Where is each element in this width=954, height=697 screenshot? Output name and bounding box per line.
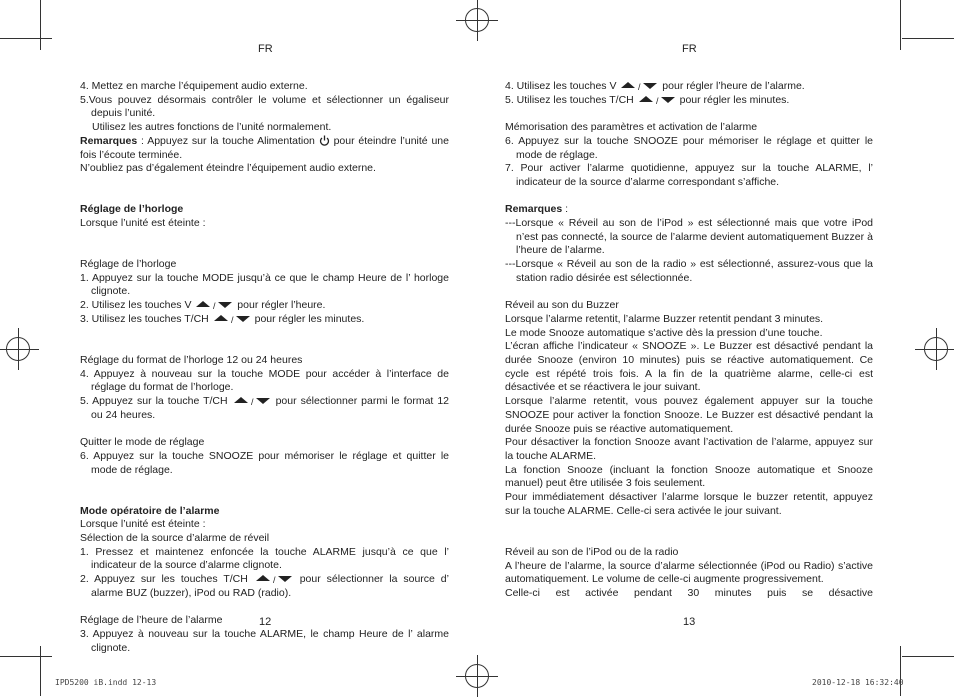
crop-mark <box>40 0 41 50</box>
up-down-arrow-icon <box>194 299 234 310</box>
text-line: 1. Appuyez sur la touche MODE jusqu’à ce que le champ Heure de l’ horloge clignote. <box>80 271 449 298</box>
remark-heading: Remarques : <box>505 203 569 216</box>
text-line: N’oubliez pas d’également éteindre l’équipement audio externe. <box>80 162 376 175</box>
text-line: 2. Appuyez sur les touches T/CH / pour sélectionner la source d’ alarme BUZ (buzzer), iPod ou RAD (radio). <box>80 573 449 599</box>
remark-paragraph: Remarques : Appuyez sur la touche Alimentation pour éteindre l’unité une fois l’écoute terminée. <box>80 134 449 161</box>
text-line: 5. Appuyez sur la touche T/CH / pour sélectionner parmi le format 12 ou 24 heures. <box>80 395 450 421</box>
text-line: Quitter le mode de réglage <box>80 436 205 449</box>
svg-text:/: / <box>638 82 641 91</box>
text-line: 7. Pour activer l’alarme quotidienne, appuyez sur la touche ALARME, l’ indicateur de la source d’alarme correspondant s’affiche. <box>505 162 873 188</box>
remarks-label: Remarques <box>80 134 138 147</box>
page-language-left: FR <box>258 43 273 55</box>
text-line: 5. Utilisez les touches T/CH / pour régler les minutes. <box>505 93 790 106</box>
text-line: 1. Pressez et maintenez enfoncée la touche ALARME jusqu’à ce que l’ indicateur de la source d’alarme clignote. <box>80 545 449 572</box>
up-down-arrow-icon <box>212 313 252 324</box>
power-icon <box>319 135 330 146</box>
text-line: L’écran affiche l’indicateur « SNOOZE ». Le Buzzer est désactivé pendant la durée Snooze (environ 10 minutes) puis se réactive automatiquement. Ce cycle est répété trois fois. A la fin de la quatrième alarme, celle-ci est désactivée et se réactivera le jour suivant. <box>505 340 873 394</box>
text-line: Lorsque l’unité est éteinte : <box>80 518 206 531</box>
up-down-arrow-icon <box>637 94 677 105</box>
up-down-arrow-icon <box>232 395 272 406</box>
page-number-right: 13 <box>683 616 696 628</box>
print-timestamp: 2010-12-18 16:32:40 <box>812 678 904 687</box>
svg-text:/: / <box>250 397 254 407</box>
text-line: Lorsque l’alarme retentit, vous pouvez également appuyer sur la touche SNOOZE pour activer la fonction Snooze. Le Buzzer est désactivé pendant la durée Snooze puis se réactive automatiquement. <box>505 395 873 435</box>
text-line: 6. Appuyez sur la touche SNOOZE pour mémoriser le réglage et quitter le mode de réglage. <box>80 449 449 476</box>
text-line: Le mode Snooze automatique s’active dès la pression d’une touche. <box>505 326 823 339</box>
registration-mark <box>6 337 30 361</box>
text-line: La fonction Snooze (incluant la fonction Snooze automatique et Snooze manuel) peut être utilisée 3 fois seulement. <box>505 463 873 490</box>
text-line: Réveil au son du Buzzer <box>505 299 619 312</box>
page-language-right: FR <box>682 43 697 55</box>
text-line: 4. Utilisez les touches V / pour régler l’heure de l’alarme. <box>505 80 805 92</box>
up-down-arrow-icon <box>254 573 294 584</box>
text-line: Lorsque l’alarme retentit, l’alarme Buzzer retentit pendant 3 minutes. <box>505 312 824 325</box>
right-column <box>505 80 873 601</box>
text-line: Celle-ci est activée pendant 30 minutes puis se désactive <box>505 586 873 599</box>
text-line: Mémorisation des paramètres et activation de l’alarme <box>505 121 758 134</box>
svg-text:/: / <box>230 314 234 324</box>
section-heading: Réglage de l’horloge <box>80 203 184 216</box>
text-line: 3. Utilisez les touches T/CH / pour régler les minutes. <box>80 312 365 325</box>
registration-mark <box>465 664 489 688</box>
text-line: ---Lorsque « Réveil au son de la radio » est sélectionné, assurez-vous que la station radio désirée est sélectionnée. <box>505 258 873 284</box>
crop-mark <box>0 38 52 39</box>
text-line: Réglage de l’horloge <box>80 258 177 271</box>
text-line: Pour immédiatement désactiver l’alarme lorsque le buzzer retentit, appuyez sur la touche ALARME. Celle-ci sera activée le jour suivant. <box>505 491 873 517</box>
section-heading: Mode opératoire de l’alarme <box>80 504 220 517</box>
crop-mark <box>40 646 41 696</box>
crop-mark <box>902 656 954 657</box>
text-line: Sélection de la source d’alarme de réveil <box>80 532 270 545</box>
text-line: Réglage du format de l’horloge 12 ou 24 heures <box>80 353 303 366</box>
text-line: ---Lorsque « Réveil au son de l’iPod » est sélectionné mais que votre iPod n’est pas connecté, la source de l’alarme devient automatiquement Buzzer à l’heure de l’alarme. <box>505 217 873 257</box>
crop-mark <box>900 646 901 696</box>
svg-text:/: / <box>213 301 216 311</box>
print-file-label: IPD5200 iB.indd 12-13 <box>55 678 157 687</box>
text-line: 4. Mettez en marche l’équipement audio externe. <box>80 80 308 92</box>
crop-mark <box>902 38 954 39</box>
registration-mark <box>465 8 489 32</box>
text-line: Lorsque l’unité est éteinte : <box>80 217 206 229</box>
text-line: 5.Vous pouvez désormais contrôler le volume et sélectionner un égaliseur depuis l’unité. <box>80 93 449 120</box>
text-line: Réveil au son de l’iPod ou de la radio <box>505 545 679 558</box>
crop-mark <box>900 0 901 50</box>
text-line: Réglage de l’heure de l’alarme <box>80 614 223 627</box>
svg-text:/: / <box>655 95 659 105</box>
text-line: 3. Appuyez à nouveau sur la touche ALARME, le champ Heure de l’ alarme clignote. <box>80 627 449 654</box>
crop-mark <box>0 656 52 657</box>
text-line: Pour désactiver la fonction Snooze avant l’activation de l’alarme, appuyez sur la touche ALARME. <box>505 436 873 462</box>
page-number-left: 12 <box>259 616 272 628</box>
left-column <box>80 80 449 655</box>
registration-mark <box>924 337 948 361</box>
up-down-arrow-icon <box>619 80 659 91</box>
text-line: 4. Appuyez à nouveau sur la touche MODE pour accéder à l’interface de réglage du format de l’horloge. <box>80 367 449 394</box>
svg-text:/: / <box>272 575 276 585</box>
text-line: 6. Appuyez sur la touche SNOOZE pour mémoriser le réglage et quitter le mode de réglage. <box>505 134 873 161</box>
text-line: Utilisez les autres fonctions de l’unité normalement. <box>92 121 332 134</box>
text-line: A l’heure de l’alarme, la source d’alarme sélectionnée (iPod ou Radio) s’active automatiquement. Le volume de celle-ci augmente progressivement. <box>505 559 873 586</box>
text-line: 2. Utilisez les touches V / pour régler l’heure. <box>80 299 326 312</box>
